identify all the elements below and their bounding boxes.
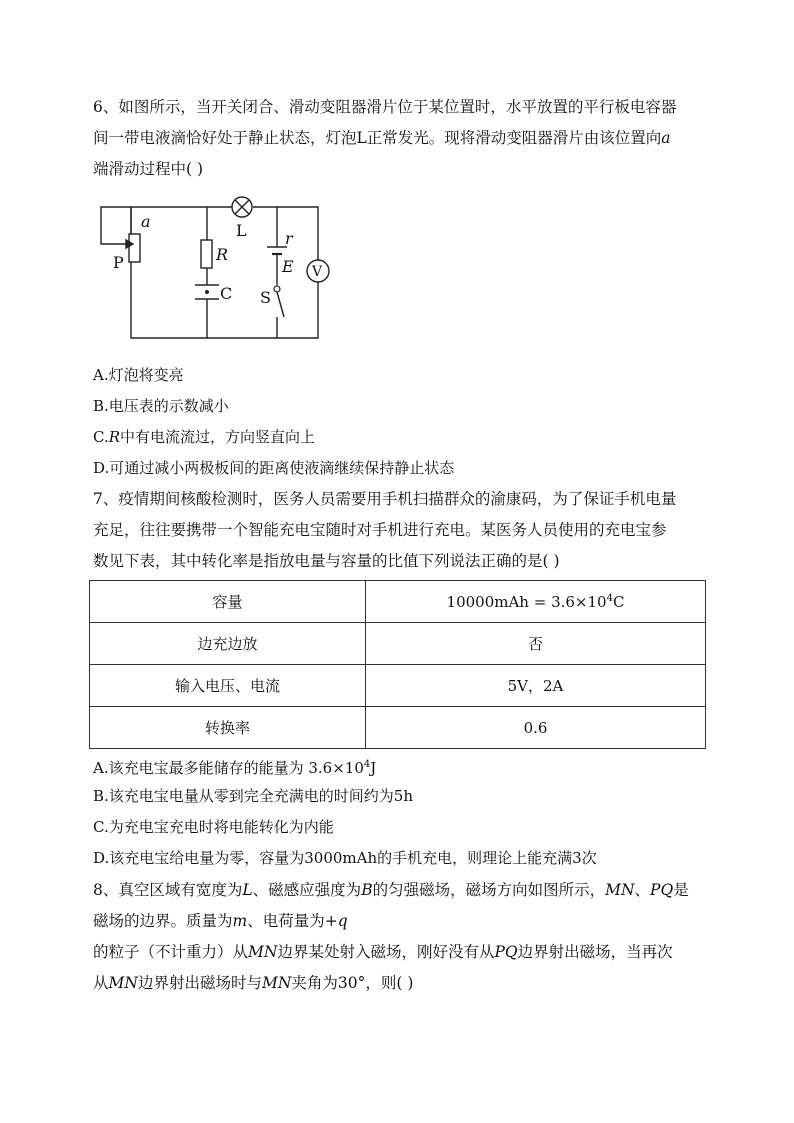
slider-wire: [101, 207, 131, 244]
table-cell-value: 否: [366, 623, 706, 665]
q6-option-c: C.R中有电流流过，方向竖直向上: [93, 428, 316, 446]
table-row: [90, 665, 706, 707]
label-a: a: [141, 212, 151, 231]
power-bank-spec-table: [89, 580, 706, 749]
q6-option-b: B.电压表的示数减小: [93, 397, 229, 415]
q8-line-1: 8、真空区域有宽度为L、磁感应强度为B的匀强磁场，磁场方向如图所示，MN、PQ是: [93, 881, 689, 899]
rheostat: [129, 234, 140, 262]
circuit-diagram: [96, 192, 336, 344]
q6-line-2: 间一带电液滴恰好处于静止状态，灯泡L正常发光。现将滑动变阻器滑片由该位置向a: [93, 129, 671, 147]
q6-option-a: A.灯泡将变亮: [93, 366, 184, 384]
table-row: [90, 707, 706, 749]
label-p: P: [113, 253, 124, 272]
q7-option-d: D.该充电宝给电量为零，容量为3000mAh的手机充电，则理论上能充满3次: [93, 849, 597, 867]
table-cell-label: 转换率: [90, 707, 366, 749]
q8-line-3: 的粒子（不计重力）从MN边界某处射入磁场，刚好没有从PQ边界射出磁场，当再次: [93, 943, 673, 961]
label-l: L: [236, 221, 247, 240]
q7-option-b: B.该充电宝电量从零到完全充满电的时间约为5h: [93, 787, 413, 805]
q7-option-c: C.为充电宝充电时将电能转化为内能: [93, 818, 334, 836]
q7-line-2: 充足，往往要携带一个智能充电宝随时对手机进行充电。某医务人员使用的充电宝参: [93, 521, 667, 539]
table-row: [90, 623, 706, 665]
q6-option-d: D.可通过减小两极板间的距离使液滴继续保持静止状态: [93, 459, 455, 477]
label-v: V: [312, 264, 323, 280]
table-row: [90, 581, 706, 623]
table-cell-label: 边充边放: [90, 623, 366, 665]
label-r-internal: r: [285, 229, 293, 248]
q7-line-1: 7、疫情期间核酸检测时，医务人员需要用手机扫描群众的渝康码，为了保证手机电量: [93, 490, 677, 508]
table-cell-label: 输入电压、电流: [90, 665, 366, 707]
table-cell-value: 5V，2A: [366, 665, 706, 707]
q8-line-4: 从MN边界射出磁场时与MN夹角为30°，则( ): [93, 974, 414, 992]
label-c: C: [220, 284, 233, 303]
q6-line-3: 端滑动过程中( ): [93, 160, 204, 178]
label-r: R: [216, 245, 229, 264]
switch-lever: [277, 292, 284, 317]
label-e: E: [282, 257, 294, 276]
q7-line-3: 数见下表，其中转化率是指放电量与容量的比值下列说法正确的是( ): [93, 552, 560, 570]
table-cell-value: $10000mAh = 3.6\times 10^4C$: [366, 581, 706, 623]
q8-line-2: 磁场的边界。质量为m、电荷量为+q: [93, 912, 348, 930]
table-cell-label: 容量: [90, 581, 366, 623]
label-s: S: [260, 288, 271, 307]
q6-line-1: 6、如图所示，当开关闭合、滑动变阻器滑片位于某位置时，水平放置的平行板电容器: [93, 98, 677, 116]
q7-option-a: A.该充电宝最多能储存的能量为 $3.6\times 10^4J$: [93, 759, 377, 777]
switch-contact: [274, 286, 280, 292]
droplet-dot: [205, 290, 209, 294]
table-cell-value: 0.6: [366, 707, 706, 749]
resistor-r: [201, 240, 212, 268]
